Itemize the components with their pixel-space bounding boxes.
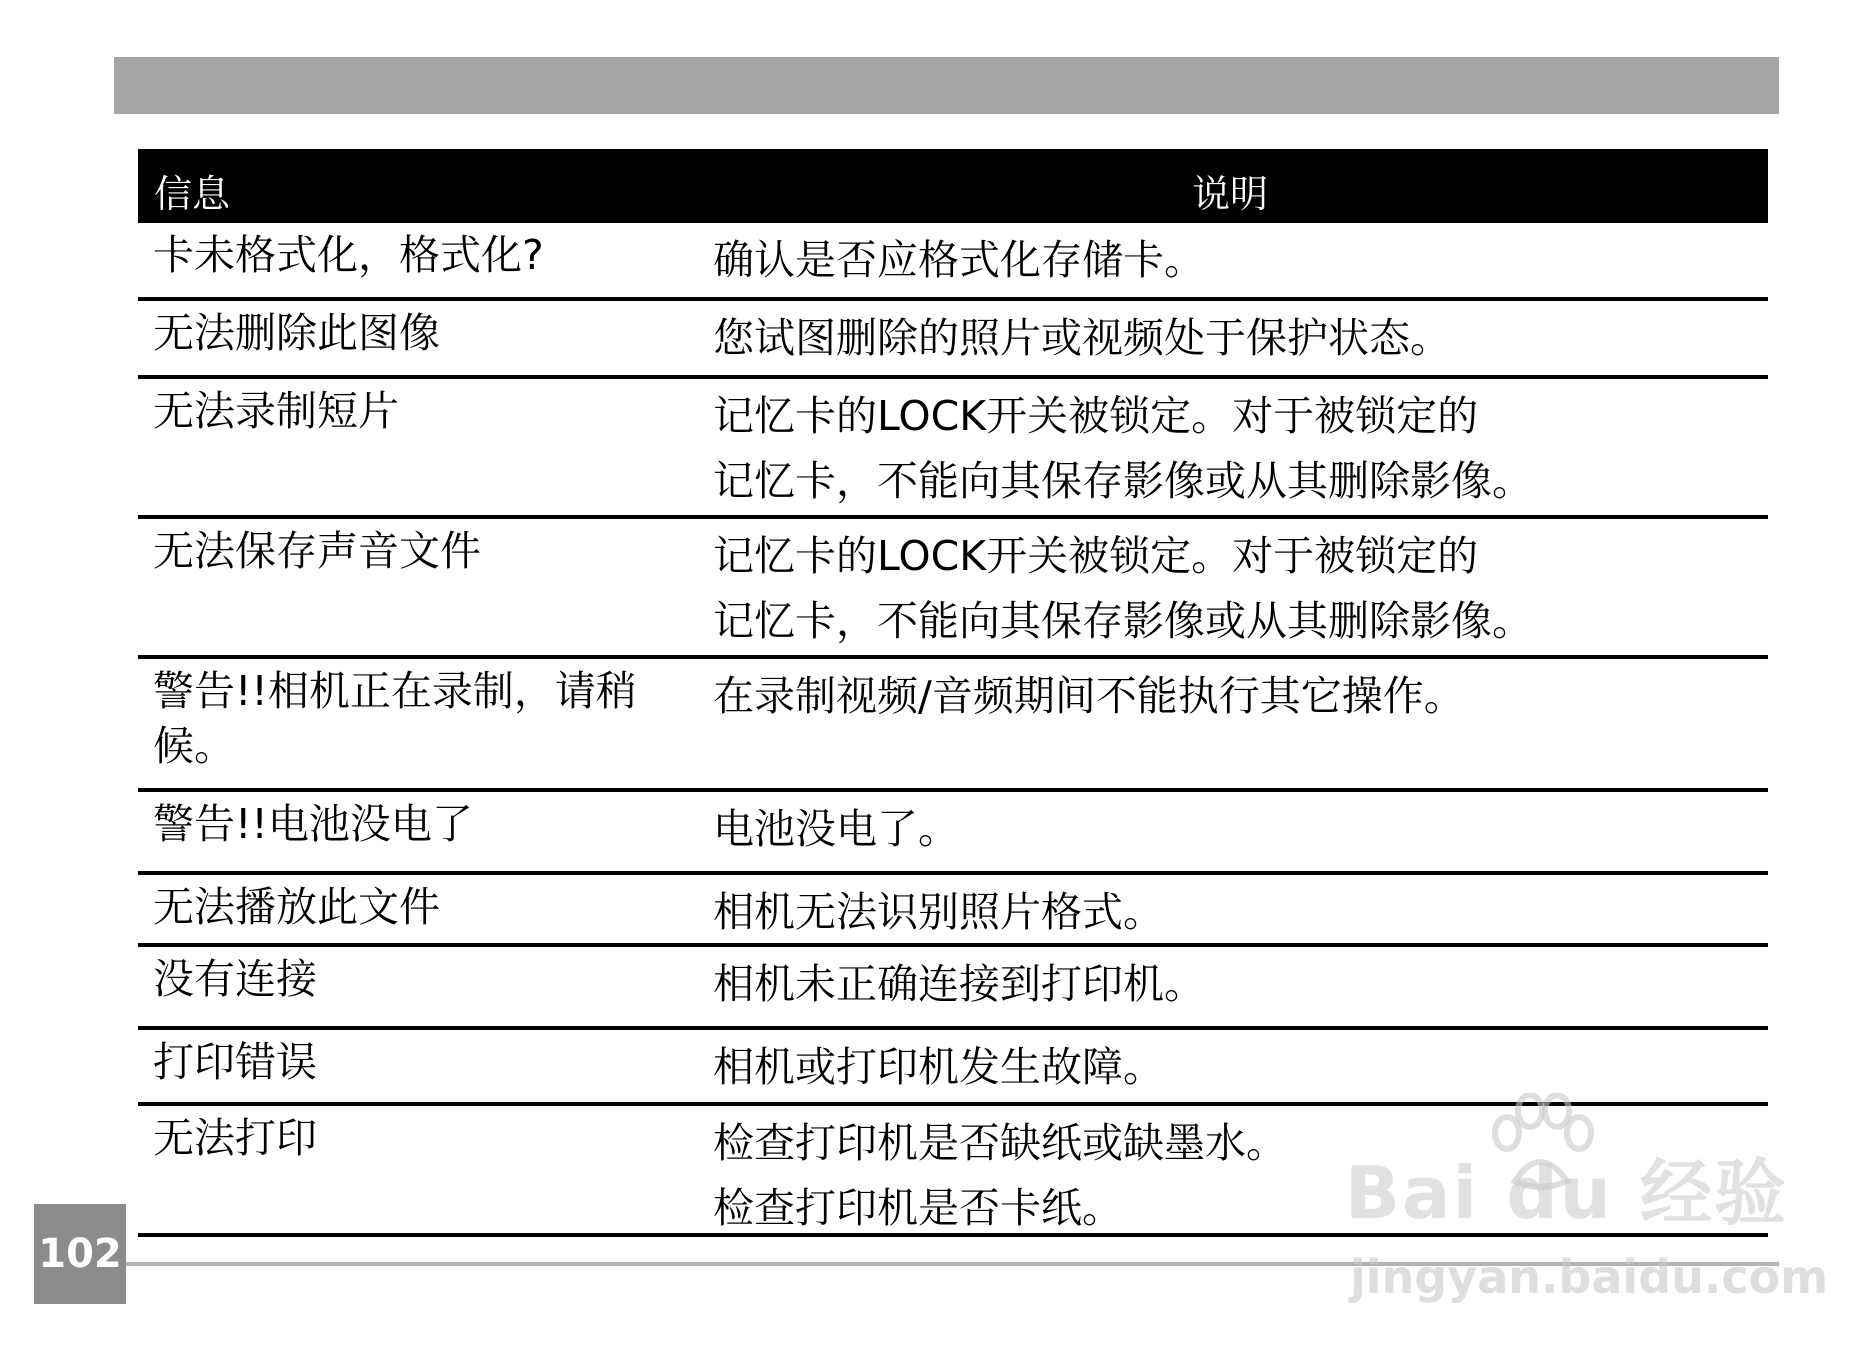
message-cell: 无法打印 (153, 1114, 317, 1162)
table-header (138, 149, 1768, 223)
table-row (138, 875, 1768, 947)
message-cell: 无法删除此图像 (153, 309, 440, 357)
watermark-url: jingyan.baidu.com (1350, 1250, 1829, 1304)
table-row (138, 379, 1768, 519)
description-line: 电池没电了。 (713, 805, 959, 853)
description-line: 您试图删除的照片或视频处于保护状态。 (713, 314, 1451, 362)
description-line: 在录制视频/音频期间不能执行其它操作。 (713, 672, 1465, 720)
description-cell (713, 524, 1763, 654)
description-line: 确认是否应格式化存储卡。 (713, 236, 1205, 284)
header-info: 信息 (154, 172, 231, 216)
paw-icon (1485, 1093, 1595, 1193)
description-cell (713, 1035, 1763, 1100)
header-bar (114, 57, 1779, 114)
message-cell: 警告!!相机正在录制，请稍候。 (153, 667, 637, 770)
message-table (138, 149, 1768, 1237)
header-description: 说明 (1192, 172, 1269, 216)
description-line: 记忆卡的LOCK开关被锁定。对于被锁定的 (713, 532, 1479, 580)
description-cell (713, 384, 1763, 514)
description-line: 记忆卡，不能向其保存影像或从其删除影像。 (713, 457, 1533, 505)
message-cell: 没有连接 (153, 955, 317, 1003)
description-line: 记忆卡的LOCK开关被锁定。对于被锁定的 (713, 392, 1479, 440)
message-cell: 无法保存声音文件 (153, 527, 481, 575)
description-line: 记忆卡，不能向其保存影像或从其删除影像。 (713, 597, 1533, 645)
description-line: 相机无法识别照片格式。 (713, 888, 1164, 936)
message-cell: 无法播放此文件 (153, 883, 440, 931)
table-row (138, 223, 1768, 301)
description-cell (713, 952, 1763, 1017)
message-cell: 卡未格式化，格式化? (153, 231, 544, 279)
description-cell (713, 797, 1763, 862)
description-line: 检查打印机是否缺纸或缺墨水。 (713, 1119, 1287, 1167)
table-row (138, 659, 1768, 792)
message-cell: 警告!!电池没电了 (153, 800, 473, 848)
description-cell (713, 880, 1763, 945)
message-cell: 打印错误 (153, 1038, 317, 1086)
description-cell (713, 664, 1763, 729)
table-row (138, 301, 1768, 379)
description-cell (713, 228, 1763, 293)
description-line: 相机未正确连接到打印机。 (713, 960, 1205, 1008)
watermark-logo (1345, 1135, 1788, 1239)
page-number: 102 (34, 1204, 126, 1304)
watermark-logo-text: Bai du 经验 (1345, 1151, 1789, 1235)
description-line: 相机或打印机发生故障。 (713, 1043, 1164, 1091)
description-line: 检查打印机是否卡纸。 (713, 1184, 1123, 1232)
message-cell: 无法录制短片 (153, 387, 399, 435)
table-row (138, 792, 1768, 875)
description-cell (713, 306, 1763, 371)
table-row (138, 519, 1768, 659)
table-row (138, 947, 1768, 1030)
